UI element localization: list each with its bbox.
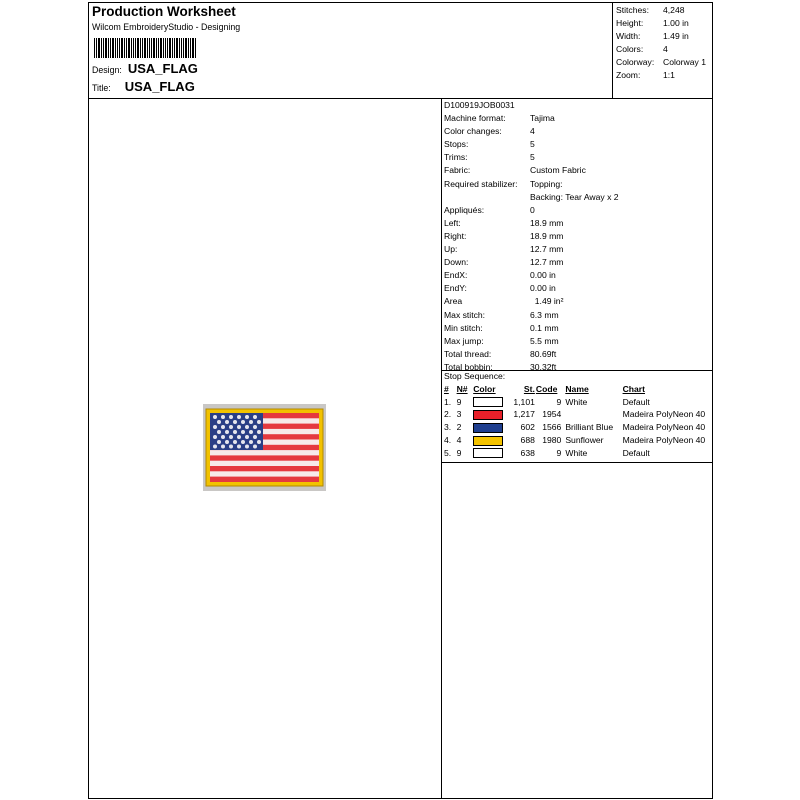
color-swatch [473, 436, 503, 446]
info-row [444, 243, 710, 256]
thread-chart: Madeira PolyNeon 40 [622, 434, 706, 445]
info-label [444, 191, 530, 204]
info-label: Machine format: [444, 113, 506, 124]
stop-header-cell: Chart [622, 384, 646, 394]
info-row [444, 335, 710, 348]
needle-number: 3 [456, 409, 462, 420]
info-row [444, 348, 710, 361]
info-label: Left: [444, 217, 461, 228]
stat-row [616, 69, 706, 82]
info-value: 1.49 in² [530, 296, 564, 307]
needle-number: 9 [456, 396, 462, 407]
color-swatch [473, 423, 503, 433]
info-value: 0.00 in [530, 283, 556, 294]
info-value: 12.7 mm [530, 244, 564, 255]
info-value: 0 [530, 204, 535, 215]
info-value: 12.7 mm [530, 257, 564, 268]
info-label: Max stitch: [444, 309, 486, 320]
title-value: USA_FLAG [124, 79, 195, 94]
stat-label: Zoom: [616, 70, 641, 80]
stat-label: Width: [616, 31, 641, 41]
stat-label: Stitches: [616, 5, 649, 15]
page-title: Production Worksheet [92, 4, 236, 19]
stat-row [616, 4, 706, 17]
thread-code: 9 [556, 447, 562, 458]
info-value: Custom Fabric [530, 165, 586, 176]
info-label: Up: [444, 244, 458, 255]
info-label: Appliqués: [444, 204, 485, 215]
info-row [444, 256, 710, 269]
info-row [444, 112, 710, 125]
thread-chart: Default [622, 396, 650, 407]
info-label: Right: [444, 230, 467, 241]
title-row [92, 79, 195, 94]
usa-flag-image [203, 404, 326, 491]
info-label: Trims: [444, 152, 468, 163]
header-left [89, 3, 612, 98]
stat-row [616, 43, 706, 56]
info-row [444, 230, 710, 243]
table-row [443, 447, 712, 460]
stat-value: 1.49 in [663, 31, 689, 41]
info-label: Area [444, 296, 463, 307]
thread-name: Brilliant Blue [565, 422, 614, 433]
stat-value: Colorway 1 [663, 57, 706, 67]
info-label: Stops: [444, 139, 469, 150]
stitch-count: 638 [520, 447, 535, 458]
stop-index: 4. [444, 434, 452, 445]
thread-name: Sunflower [565, 434, 604, 445]
info-label: Total thread: [444, 348, 492, 359]
stat-value: 4,248 [663, 5, 685, 15]
info-row [444, 178, 710, 191]
stop-header-cell: Name [565, 384, 589, 394]
needle-number: 9 [456, 447, 462, 458]
stitch-count: 1,101 [513, 396, 535, 407]
design-row [92, 61, 198, 76]
stat-row [616, 17, 706, 30]
thread-code: 1980 [542, 434, 562, 445]
info-label: Color changes: [444, 126, 502, 137]
stop-header-cell: St. [523, 384, 535, 394]
thread-code: 1954 [542, 409, 562, 420]
software-name: Wilcom EmbroideryStudio - Designing [92, 22, 241, 32]
stat-label: Colorway: [616, 57, 655, 67]
info-value: Backing: Tear Away x 2 [530, 191, 619, 202]
thread-chart: Madeira PolyNeon 40 [622, 422, 706, 433]
info-row [444, 269, 710, 282]
color-swatch [473, 448, 503, 458]
stitch-count: 602 [520, 422, 535, 433]
thread-chart: Default [622, 447, 650, 458]
stop-header-cell: Code [535, 384, 558, 394]
color-swatch-cell [472, 421, 512, 434]
color-swatch-cell [472, 408, 512, 421]
info-row [444, 164, 710, 177]
stop-sequence-title: Stop Sequence: [444, 371, 506, 381]
stat-label: Colors: [616, 44, 644, 54]
design-info [444, 99, 710, 374]
info-label: Fabric: [444, 165, 471, 176]
stitch-count: 1,217 [513, 409, 535, 420]
info-value: 80.69ft [530, 348, 557, 359]
stop-index: 2. [444, 409, 452, 420]
stop-index: 5. [444, 447, 452, 458]
color-swatch-cell [472, 447, 512, 460]
info-label: Down: [444, 257, 469, 268]
info-label: Max jump: [444, 335, 484, 346]
info-value: 5.5 mm [530, 335, 559, 346]
stat-value: 4 [663, 44, 668, 54]
info-row [444, 217, 710, 230]
stat-row [616, 56, 706, 69]
stat-value: 1.00 in [663, 18, 689, 28]
design-value: USA_FLAG [127, 61, 198, 76]
stop-header-cell: N# [456, 384, 468, 394]
table-row [443, 408, 712, 421]
stop-sequence-table [443, 383, 712, 459]
info-value: Topping: [530, 178, 563, 189]
info-value: 5 [530, 152, 535, 163]
stitch-count: 688 [520, 434, 535, 445]
design-preview [203, 404, 326, 491]
info-row [444, 309, 710, 322]
design-label: Design: [92, 65, 122, 75]
info-row [444, 295, 710, 308]
info-value: 0.1 mm [530, 322, 559, 333]
info-label: EndX: [444, 270, 468, 281]
info-row [444, 151, 710, 164]
stat-label: Height: [616, 18, 644, 28]
color-swatch [473, 410, 503, 420]
info-label: Min stitch: [444, 322, 483, 333]
needle-number: 4 [456, 434, 462, 445]
info-value: Tajima [530, 113, 555, 124]
stop-index: 3. [444, 422, 452, 433]
needle-number: 2 [456, 422, 462, 433]
info-value: 18.9 mm [530, 217, 564, 228]
info-value: 0.00 in [530, 270, 556, 281]
barcode [94, 38, 197, 58]
thread-code: 1566 [542, 422, 562, 433]
stop-header-cell: # [444, 384, 449, 394]
stat-value: 1:1 [663, 70, 675, 80]
info-row [444, 204, 710, 217]
stop-header-cell: Color [473, 384, 496, 394]
info-label: Required stabilizer: [444, 178, 518, 189]
worksheet [88, 2, 713, 799]
title-label: Title: [92, 83, 111, 93]
thread-name: White [565, 447, 588, 458]
info-row [444, 322, 710, 335]
info-row [444, 282, 710, 295]
color-swatch-cell [472, 434, 512, 447]
color-swatch-cell [472, 396, 512, 409]
stop-sequence-divider-bottom [441, 462, 712, 463]
info-row [444, 125, 710, 138]
info-value: 6.3 mm [530, 309, 559, 320]
header-stats [612, 3, 713, 98]
info-value: 5 [530, 139, 535, 150]
color-swatch [473, 397, 503, 407]
info-value: 18.9 mm [530, 230, 564, 241]
stop-index: 1. [444, 396, 452, 407]
stat-row [616, 30, 706, 43]
info-label: Total bobbin: [444, 361, 493, 372]
info-label: EndY: [444, 283, 467, 294]
thread-code: 9 [556, 396, 562, 407]
thread-name [564, 408, 621, 421]
table-row [443, 421, 712, 434]
stats-list [616, 4, 706, 82]
thread-chart: Madeira PolyNeon 40 [622, 409, 706, 420]
column-divider [441, 98, 442, 798]
info-row [444, 191, 710, 204]
info-row [444, 138, 710, 151]
info-value: 30.32ft [530, 361, 557, 372]
info-value: 4 [530, 126, 535, 137]
job-id: D100919JOB0031 [444, 100, 515, 110]
thread-name: White [565, 396, 588, 407]
table-row [443, 396, 712, 409]
table-row [443, 434, 712, 447]
